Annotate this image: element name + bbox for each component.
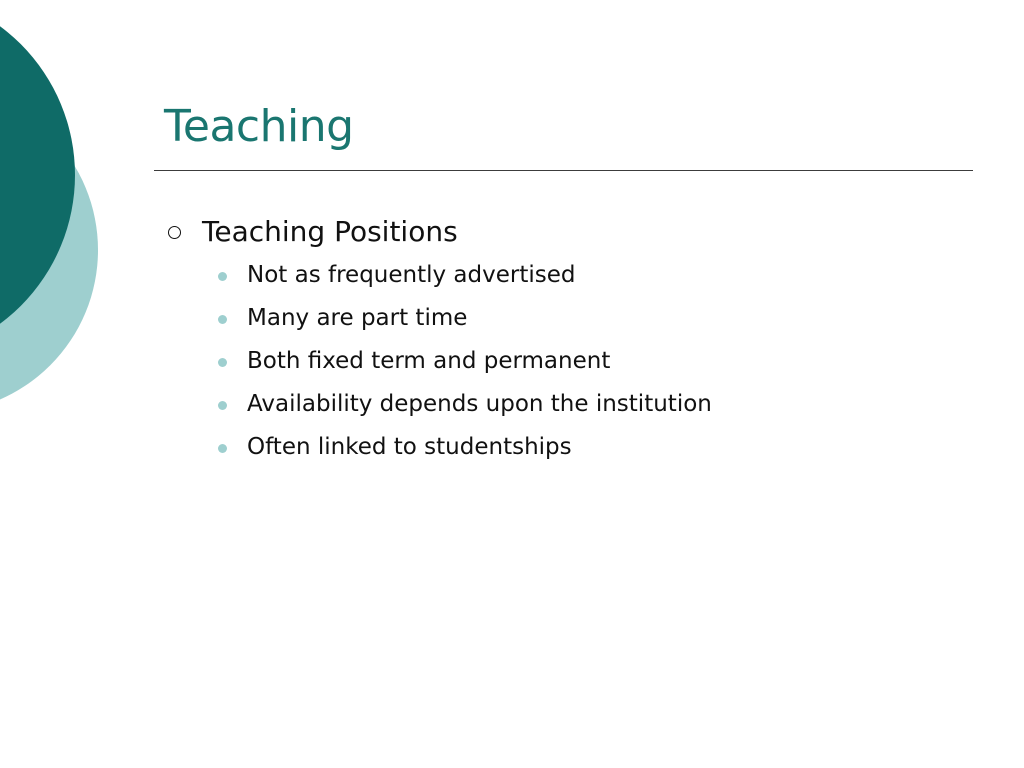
- sub-bullet-item: [164, 340, 984, 383]
- sub-bullet-text: Not as frequently advertised: [247, 262, 576, 288]
- sub-bullet-item: [164, 254, 984, 297]
- bullet-dot-icon: [218, 358, 227, 367]
- slide-title: Teaching: [164, 101, 354, 152]
- sub-bullet-item: [164, 297, 984, 340]
- sub-bullet-text: Both fixed term and permanent: [247, 348, 611, 374]
- sub-bullet-item: [164, 426, 984, 469]
- hollow-circle-icon: [168, 226, 181, 239]
- sub-bullet-text: Availability depends upon the institution: [247, 391, 712, 417]
- sub-bullet-item: [164, 383, 984, 426]
- bullet-dot-icon: [218, 401, 227, 410]
- bullet-dot-icon: [218, 315, 227, 324]
- title-divider: [154, 170, 973, 171]
- sub-bullet-list: [164, 254, 984, 469]
- bullet-item: [164, 210, 984, 254]
- sub-bullet-text: Many are part time: [247, 305, 468, 331]
- bullet-dot-icon: [218, 444, 227, 453]
- bullet-text: Teaching Positions: [202, 215, 458, 248]
- bullet-dot-icon: [218, 272, 227, 281]
- slide-body: [164, 210, 984, 469]
- sub-bullet-text: Often linked to studentships: [247, 434, 572, 460]
